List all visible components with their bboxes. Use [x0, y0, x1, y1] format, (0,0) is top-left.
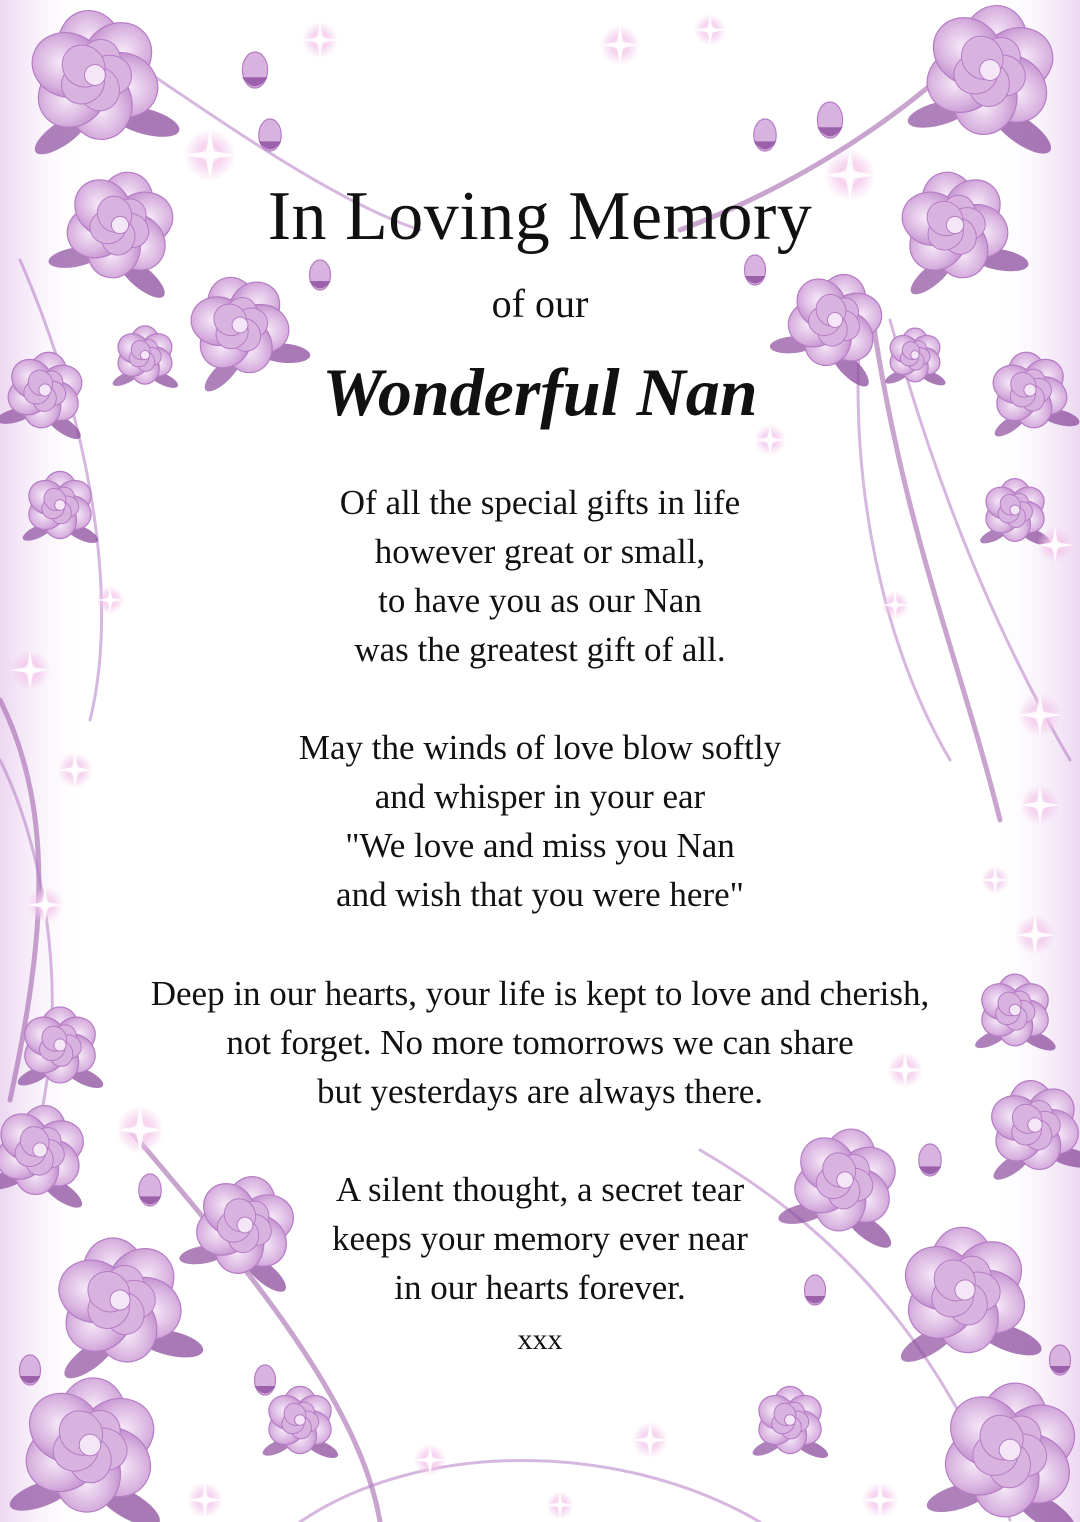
- poem-line: and wish that you were here": [336, 875, 744, 914]
- poem-line: Of all the special gifts in life: [339, 483, 741, 522]
- card-name: Wonderful Nan: [322, 354, 758, 430]
- poem-line: however great or small,: [374, 532, 706, 571]
- poem-line: to have you as our Nan: [378, 581, 702, 620]
- card-subtitle: of our: [491, 281, 589, 326]
- poem-line: "We love and miss you Nan: [345, 826, 735, 865]
- poem-line: and whisper in your ear: [374, 777, 706, 816]
- poem-line: A silent thought, a secret tear: [335, 1170, 745, 1209]
- poem-line: but yesterdays are always there.: [316, 1072, 764, 1111]
- poem-line: was the greatest gift of all.: [354, 630, 726, 669]
- card-title: In Loving Memory: [267, 178, 813, 255]
- poem-line: not forget. No more tomorrows we can share: [226, 1023, 854, 1062]
- poem-line: in our hearts forever.: [394, 1268, 686, 1307]
- signoff: xxx: [517, 1323, 563, 1356]
- poem-line: May the winds of love blow softly: [298, 728, 782, 767]
- poem-line: Deep in our hearts, your life is kept to love and cherish,: [150, 974, 930, 1013]
- poem-line: keeps your memory ever near: [332, 1219, 748, 1258]
